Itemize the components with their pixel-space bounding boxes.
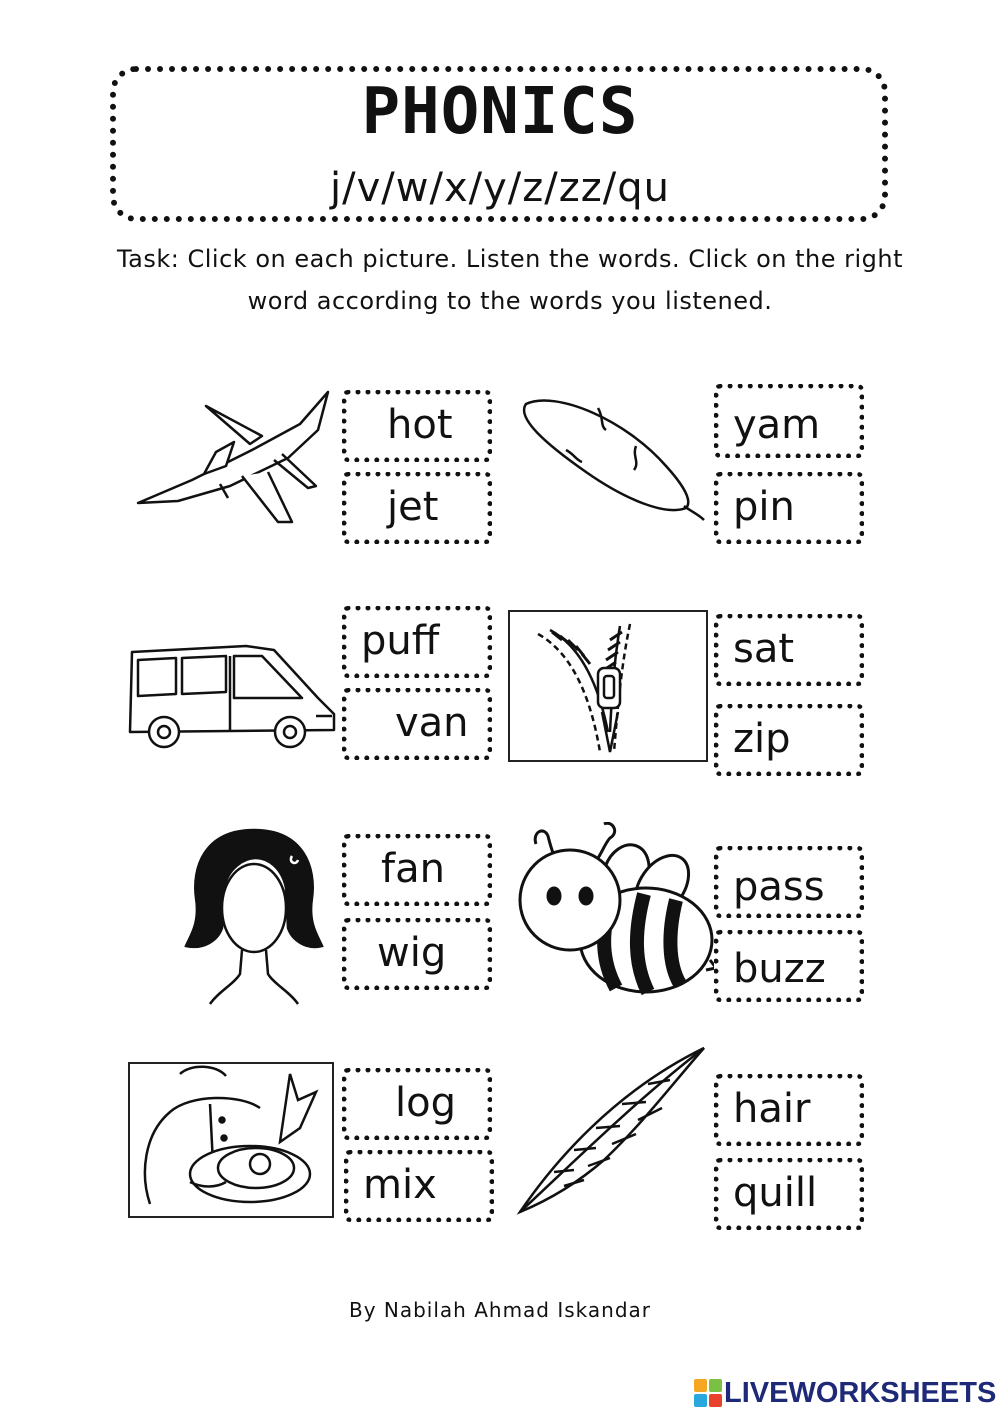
brand-name: LIVEWORKSHEETS — [724, 1376, 997, 1409]
zip-icon[interactable] — [508, 610, 708, 762]
page-subtitle: j/v/w/x/y/z/zz/qu — [330, 165, 670, 211]
word-choice-yam[interactable]: yam — [714, 384, 864, 458]
word-choice-pin[interactable]: pin — [714, 472, 864, 544]
word-choice-puff[interactable]: puff — [342, 606, 492, 678]
word-choice-mix[interactable]: mix — [344, 1150, 494, 1222]
word-choice-quill[interactable]: quill — [714, 1158, 864, 1230]
van-icon[interactable] — [126, 636, 340, 750]
roast-turkey-icon[interactable] — [128, 1062, 334, 1218]
yam-icon[interactable] — [516, 390, 706, 522]
jet-icon[interactable] — [132, 388, 336, 526]
task-instructions: Task: Click on each picture. Listen the words. Click on the right word according to the words you listened. — [116, 245, 903, 315]
wig-icon[interactable] — [184, 828, 324, 1012]
page-title: PHONICS — [361, 75, 639, 149]
word-choice-sat[interactable]: sat — [714, 614, 864, 686]
brand-logo[interactable] — [694, 1376, 996, 1410]
word-choice-wig[interactable]: wig — [342, 918, 492, 990]
word-choice-log[interactable]: log — [342, 1068, 492, 1140]
liveworksheets-logo-icon — [694, 1379, 722, 1407]
bee-icon[interactable] — [516, 822, 716, 1000]
word-choice-buzz[interactable]: buzz — [714, 930, 864, 1002]
word-choice-fan[interactable]: fan — [342, 834, 492, 906]
word-choice-zip[interactable]: zip — [714, 704, 864, 776]
quill-icon[interactable] — [514, 1042, 708, 1216]
word-choice-pass[interactable]: pass — [714, 846, 864, 918]
author-credit: By Nabilah Ahmad Iskandar — [348, 1298, 652, 1322]
word-choice-hair[interactable]: hair — [714, 1074, 864, 1146]
word-choice-hot[interactable]: hot — [342, 390, 492, 462]
word-choice-jet[interactable]: jet — [342, 472, 492, 544]
word-choice-van[interactable]: van — [342, 688, 492, 760]
